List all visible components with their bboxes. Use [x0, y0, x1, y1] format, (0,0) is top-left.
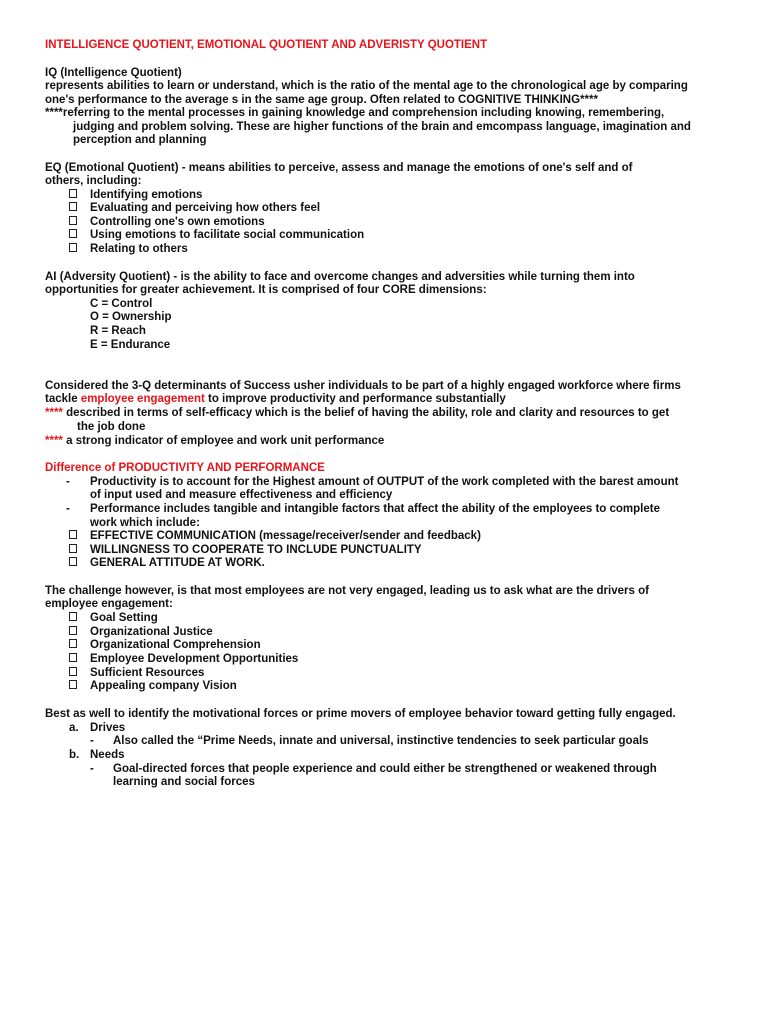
best-text-1: Best as well to identify the motivational forces or prime movers of employee behavior toward getting fully engaged.	[45, 708, 676, 720]
checkbox-bullet-icon	[69, 557, 77, 566]
stars-marker: ****	[45, 435, 63, 447]
iq-heading: IQ (Intelligence Quotient)	[45, 67, 182, 79]
driver-item-5: Sufficient Resources	[90, 667, 205, 679]
checkbox-bullet-icon	[69, 680, 77, 689]
checkbox-bullet-icon	[69, 639, 77, 648]
ai-dimension-o: O = Ownership	[90, 311, 172, 323]
document-title: INTELLIGENCE QUOTIENT, EMOTIONAL QUOTIENT AND ADVERISTY QUOTIENT	[45, 39, 488, 51]
checkbox-bullet-icon	[69, 216, 77, 225]
list-item	[69, 188, 77, 202]
threeq-text-5	[45, 434, 384, 448]
dash-marker: -	[90, 735, 94, 747]
stars-marker: ****	[45, 407, 63, 419]
iq-text-5: perception and planning	[73, 134, 207, 146]
list-item	[69, 215, 77, 229]
list-item	[69, 543, 77, 557]
threeq-text-1: Considered the 3-Q determinants of Success usher individuals to be part of a highly engaged workforce where firms	[45, 380, 681, 392]
eq-item-4: Using emotions to facilitate social communication	[90, 229, 365, 241]
challenge-text-2: employee engagement:	[45, 598, 173, 610]
performance-text-2: work which include:	[90, 517, 200, 529]
threeq-text-3	[45, 406, 669, 420]
dash-marker: -	[66, 503, 70, 515]
checkbox-bullet-icon	[69, 612, 77, 621]
drives-label: Drives	[90, 722, 126, 734]
list-item	[69, 666, 77, 680]
driver-item-4: Employee Development Opportunities	[90, 653, 299, 665]
list-item	[69, 242, 77, 256]
eq-text-1: EQ (Emotional Quotient) - means abilities to perceive, assess and manage the emotions of one's self and of	[45, 162, 633, 174]
iq-text-3: ****referring to the mental processes in gaining knowledge and comprehension including knowing, remembering,	[45, 107, 665, 119]
threeq-text-3-body: described in terms of self-efficacy which is the belief of having the ability, role and clarity and resources to get	[62, 407, 670, 419]
list-marker-a: a.	[69, 722, 79, 734]
threeq-text-4: the job done	[77, 421, 146, 433]
eq-text-2: others, including:	[45, 175, 142, 187]
driver-item-2: Organizational Justice	[90, 626, 213, 638]
eq-item-3: Controlling one's own emotions	[90, 216, 265, 228]
list-item	[69, 228, 77, 242]
list-item	[69, 652, 77, 666]
ai-dimension-r: R = Reach	[90, 325, 146, 337]
list-item	[69, 611, 77, 625]
list-item	[69, 556, 77, 570]
productivity-text-2: of input used and measure effectiveness and efficiency	[90, 489, 393, 501]
list-item	[69, 529, 77, 543]
iq-text-4: judging and problem solving. These are higher functions of the brain and emcompass language, imagination and	[73, 121, 691, 133]
productivity-text-1: Productivity is to account for the Highest amount of OUTPUT of the work completed with the barest amount	[90, 476, 679, 488]
dash-marker: -	[66, 476, 70, 488]
dash-marker: -	[90, 763, 94, 775]
performance-item-1: EFFECTIVE COMMUNICATION (message/receiver/sender and feedback)	[90, 530, 481, 542]
ai-dimension-e: E = Endurance	[90, 339, 171, 351]
drives-description: Also called the “Prime Needs, innate and universal, instinctive tendencies to seek particular goals	[113, 735, 649, 747]
needs-description-1: Goal-directed forces that people experience and could either be strengthened or weakened through	[113, 763, 657, 775]
checkbox-bullet-icon	[69, 229, 77, 238]
threeq-text-2	[45, 392, 506, 406]
eq-item-5: Relating to others	[90, 243, 188, 255]
performance-text-1: Performance includes tangible and intangible factors that affect the ability of the employees to complete	[90, 503, 661, 515]
driver-item-1: Goal Setting	[90, 612, 158, 624]
employee-engagement-highlight: employee engagement	[80, 393, 205, 405]
threeq-text-2-post: to improve productivity and performance substantially	[204, 393, 506, 405]
challenge-text-1: The challenge however, is that most employees are not very engaged, leading us to ask what are the drivers of	[45, 585, 649, 597]
driver-item-6: Appealing company Vision	[90, 680, 237, 692]
checkbox-bullet-icon	[69, 202, 77, 211]
threeq-text-2-pre: tackle	[45, 393, 81, 405]
performance-item-3: GENERAL ATTITUDE AT WORK.	[90, 557, 265, 569]
checkbox-bullet-icon	[69, 653, 77, 662]
checkbox-bullet-icon	[69, 544, 77, 553]
performance-item-2: WILLINGNESS TO COOPERATE TO INCLUDE PUNCTUALITY	[90, 544, 422, 556]
checkbox-bullet-icon	[69, 189, 77, 198]
list-item	[69, 625, 77, 639]
threeq-text-5-body: a strong indicator of employee and work unit performance	[62, 435, 385, 447]
checkbox-bullet-icon	[69, 667, 77, 676]
iq-text-2: one's performance to the average s in the same age group. Often related to COGNITIVE THINKING****	[45, 94, 598, 106]
needs-label: Needs	[90, 749, 125, 761]
eq-item-1: Identifying emotions	[90, 189, 203, 201]
iq-text-1: represents abilities to learn or understand, which is the ratio of the mental age to the chronological age by comparing	[45, 80, 688, 92]
driver-item-3: Organizational Comprehension	[90, 639, 261, 651]
checkbox-bullet-icon	[69, 626, 77, 635]
list-item	[69, 201, 77, 215]
eq-item-2: Evaluating and perceiving how others feel	[90, 202, 321, 214]
list-marker-b: b.	[69, 749, 80, 761]
checkbox-bullet-icon	[69, 243, 77, 252]
needs-description-2: learning and social forces	[113, 776, 255, 788]
list-item	[69, 638, 77, 652]
checkbox-bullet-icon	[69, 530, 77, 539]
ai-text-1: AI (Adversity Quotient) - is the ability to face and overcome changes and adversities while turning them into	[45, 271, 635, 283]
ai-text-2: opportunities for greater achievement. It is comprised of four CORE dimensions:	[45, 284, 487, 296]
list-item	[69, 679, 77, 693]
ai-dimension-c: C = Control	[90, 298, 153, 310]
difference-heading: Difference of PRODUCTIVITY AND PERFORMANCE	[45, 462, 325, 474]
